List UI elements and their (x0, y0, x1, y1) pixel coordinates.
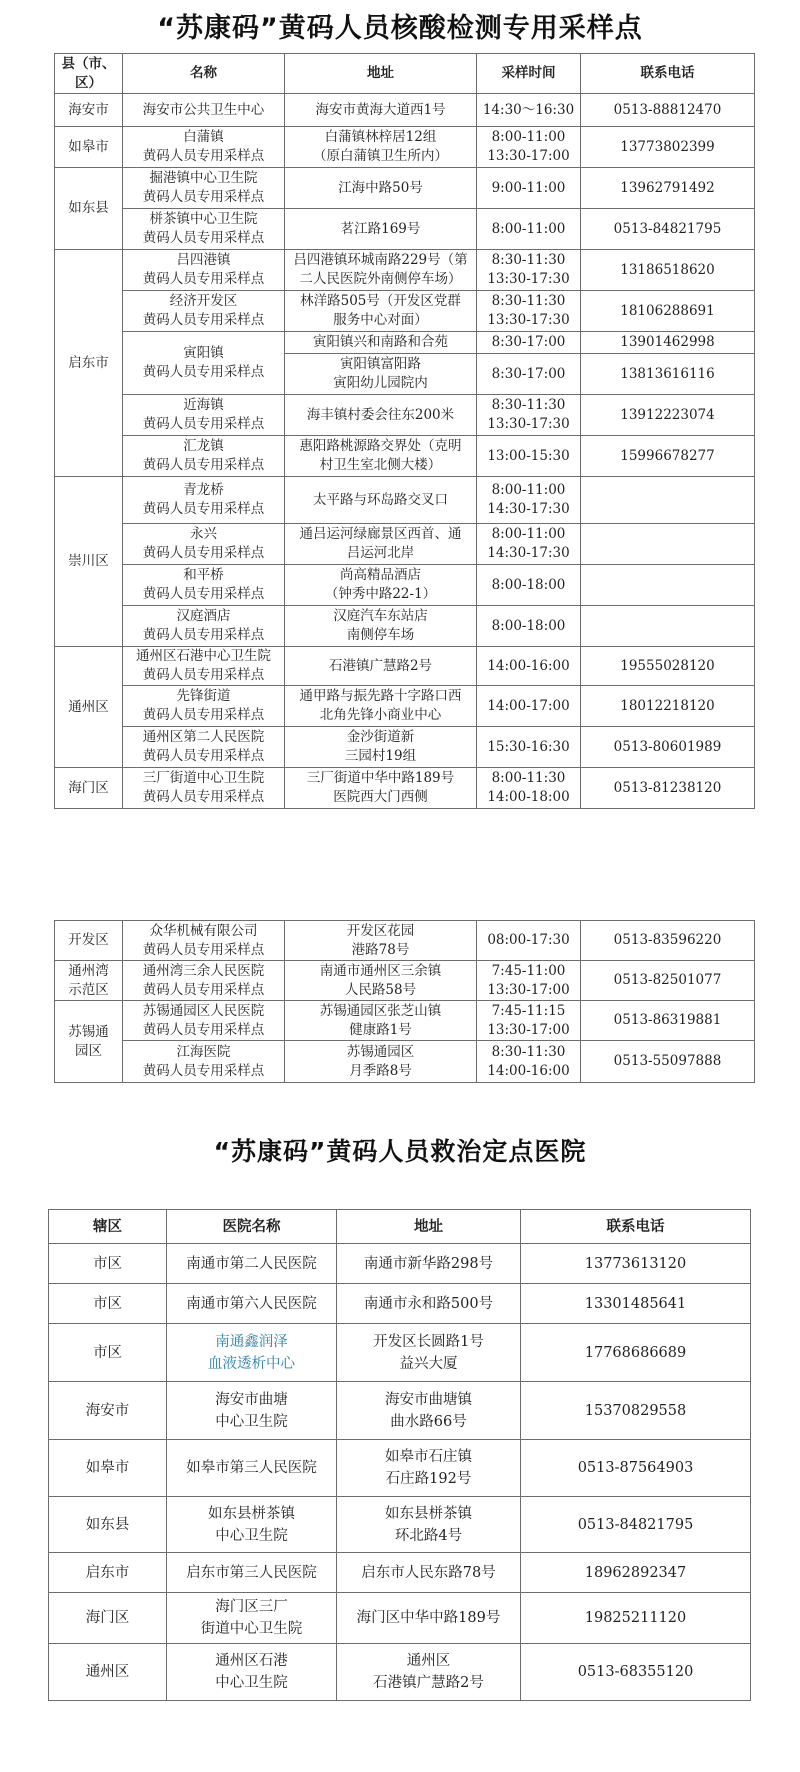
sampling-time-cell: 7:45-11:00 13:30-17:00 (477, 961, 581, 1001)
phone-cell: 13301485641 (521, 1284, 751, 1324)
address-cell: 如东县栟茶镇 环北路4号 (337, 1497, 521, 1553)
phone-cell: 18962892347 (521, 1553, 751, 1593)
address-cell: 茗江路169号 (285, 209, 477, 250)
address-cell: 白蒲镇林梓居12组 （原白蒲镇卫生所内） (285, 127, 477, 168)
district-cell: 如东县 (49, 1497, 167, 1553)
site-name-cell: 通州湾三余人民医院 黄码人员专用采样点 (123, 961, 285, 1001)
sampling-time-cell: 9:00-11:00 (477, 168, 581, 209)
phone-cell: 13912223074 (581, 395, 755, 436)
phone-cell: 18012218120 (581, 686, 755, 727)
sampling-time-cell: 7:45-11:15 13:30-17:00 (477, 1001, 581, 1041)
table-row (55, 961, 755, 1001)
address-cell: 金沙街道新 三园村19组 (285, 727, 477, 768)
table-row (55, 1041, 755, 1083)
address-cell: 太平路与环岛路交叉口 (285, 477, 477, 524)
phone-cell: 17768686689 (521, 1324, 751, 1382)
site-name-cell: 寅阳镇 黄码人员专用采样点 (123, 332, 285, 395)
site-name-cell: 吕四港镇 黄码人员专用采样点 (123, 250, 285, 291)
sampling-time-cell: 8:30-11:30 13:30-17:30 (477, 250, 581, 291)
phone-cell: 0513-81238120 (581, 768, 755, 809)
address-cell: 苏锡通园区张芝山镇 健康路1号 (285, 1001, 477, 1041)
table-row (55, 606, 755, 647)
site-name-cell: 汇龙镇 黄码人员专用采样点 (123, 436, 285, 477)
county-cell: 通州湾 示范区 (55, 961, 123, 1001)
table-row (55, 647, 755, 686)
site-name-cell: 栟茶镇中心卫生院 黄码人员专用采样点 (123, 209, 285, 250)
header-phone: 联系电话 (581, 54, 755, 94)
site-name-cell: 近海镇 黄码人员专用采样点 (123, 395, 285, 436)
district-cell: 启东市 (49, 1553, 167, 1593)
address-cell: 如皋市石庄镇 石庄路192号 (337, 1440, 521, 1497)
sampling-time-cell: 8:00-11:30 14:00-18:00 (477, 768, 581, 809)
site-name-cell: 白蒲镇 黄码人员专用采样点 (123, 127, 285, 168)
site-name-cell: 众华机械有限公司 黄码人员专用采样点 (123, 921, 285, 961)
table-row (55, 209, 755, 250)
phone-cell: 18106288691 (581, 291, 755, 332)
address-cell: 苏锡通园区 月季路8号 (285, 1041, 477, 1083)
site-name-cell: 通州区第二人民医院 黄码人员专用采样点 (123, 727, 285, 768)
sampling-time-cell: 14:30～16:30 (477, 94, 581, 127)
address-cell: 海安市黄海大道西1号 (285, 94, 477, 127)
site-name-cell: 苏锡通园区人民医院 黄码人员专用采样点 (123, 1001, 285, 1041)
address-cell: 开发区长圆路1号 益兴大厦 (337, 1324, 521, 1382)
table-row (49, 1593, 751, 1644)
hospital-name-cell: 通州区石港 中心卫生院 (167, 1644, 337, 1701)
hospital-name-cell: 如东县栟茶镇 中心卫生院 (167, 1497, 337, 1553)
sampling-time-cell: 8:30-17:00 (477, 354, 581, 395)
sampling-points-table-continued (54, 920, 755, 1083)
designated-hospitals-table (48, 1209, 751, 1701)
table-row (55, 94, 755, 127)
hospital-name-cell: 南通市第六人民医院 (167, 1284, 337, 1324)
district-cell: 市区 (49, 1244, 167, 1284)
address-cell: 通州区 石港镇广慧路2号 (337, 1644, 521, 1701)
sampling-time-cell: 8:00-11:00 13:30-17:00 (477, 127, 581, 168)
phone-cell: 13773613120 (521, 1244, 751, 1284)
district-cell: 市区 (49, 1284, 167, 1324)
table-row (49, 1284, 751, 1324)
county-cell: 启东市 (55, 250, 123, 477)
district-cell: 市区 (49, 1324, 167, 1382)
phone-cell: 0513-86319881 (581, 1001, 755, 1041)
sampling-points-table (54, 53, 755, 809)
table-row (55, 436, 755, 477)
table-row (49, 1382, 751, 1440)
address-cell: 启东市人民东路78号 (337, 1553, 521, 1593)
phone-cell: 0513-68355120 (521, 1644, 751, 1701)
sampling-points-title: “苏康码”黄码人员核酸检测专用采样点 (157, 13, 643, 44)
designated-hospitals-title: “苏康码”黄码人员救治定点医院 (213, 1137, 587, 1166)
site-name-cell: 经济开发区 黄码人员专用采样点 (123, 291, 285, 332)
site-name-cell: 三厂街道中心卫生院 黄码人员专用采样点 (123, 768, 285, 809)
site-name-cell: 先锋街道 黄码人员专用采样点 (123, 686, 285, 727)
address-cell: 汉庭汽车东站店 南侧停车场 (285, 606, 477, 647)
county-cell: 开发区 (55, 921, 123, 961)
address-cell: 惠阳路桃源路交界处（克明 村卫生室北侧大楼） (285, 436, 477, 477)
table-row (55, 332, 755, 354)
address-cell: 三厂街道中华中路189号 医院西大门西侧 (285, 768, 477, 809)
address-cell: 吕四港镇环城南路229号（第 二人民医院外南侧停车场） (285, 250, 477, 291)
sampling-time-cell: 15:30-16:30 (477, 727, 581, 768)
phone-cell: 13773802399 (581, 127, 755, 168)
county-cell: 崇川区 (55, 477, 123, 647)
address-cell: 开发区花园 港路78号 (285, 921, 477, 961)
table-header-row (49, 1210, 751, 1244)
header-district: 辖区 (49, 1210, 167, 1244)
county-cell: 如东县 (55, 168, 123, 250)
sampling-time-cell: 13:00-15:30 (477, 436, 581, 477)
phone-cell: 13962791492 (581, 168, 755, 209)
table-row (49, 1644, 751, 1701)
address-cell: 南通市通州区三余镇 人民路58号 (285, 961, 477, 1001)
sampling-time-cell: 8:00-11:00 14:30-17:30 (477, 524, 581, 565)
county-cell: 苏锡通 园区 (55, 1001, 123, 1083)
table-row (49, 1440, 751, 1497)
table-row (55, 768, 755, 809)
table-row (55, 250, 755, 291)
address-cell: 林洋路505号（开发区党群 服务中心对面） (285, 291, 477, 332)
phone-cell: 0513-83596220 (581, 921, 755, 961)
hospital-name-cell: 海安市曲塘 中心卫生院 (167, 1382, 337, 1440)
phone-cell: 19825211120 (521, 1593, 751, 1644)
header-time: 采样时间 (477, 54, 581, 94)
table-row (55, 686, 755, 727)
phone-cell: 0513-84821795 (521, 1497, 751, 1553)
site-name-cell: 掘港镇中心卫生院 黄码人员专用采样点 (123, 168, 285, 209)
header-phone: 联系电话 (521, 1210, 751, 1244)
district-cell: 海门区 (49, 1593, 167, 1644)
phone-cell: 15996678277 (581, 436, 755, 477)
hospital-name-cell: 南通鑫润泽 血液透析中心 (167, 1324, 337, 1382)
header-address: 地址 (285, 54, 477, 94)
address-cell: 海安市曲塘镇 曲水路66号 (337, 1382, 521, 1440)
phone-cell: 0513-84821795 (581, 209, 755, 250)
phone-cell: 13186518620 (581, 250, 755, 291)
address-cell: 通甲路与振先路十字路口西 北角先锋小商业中心 (285, 686, 477, 727)
county-cell: 通州区 (55, 647, 123, 768)
table-row (49, 1324, 751, 1382)
county-cell: 海门区 (55, 768, 123, 809)
county-cell: 海安市 (55, 94, 123, 127)
table-row (55, 727, 755, 768)
address-cell: 海门区中华中路189号 (337, 1593, 521, 1644)
hospital-name-cell: 启东市第三人民医院 (167, 1553, 337, 1593)
header-name: 名称 (123, 54, 285, 94)
table-row (55, 921, 755, 961)
phone-cell: 0513-87564903 (521, 1440, 751, 1497)
address-cell: 寅阳镇富阳路 寅阳幼儿园院内 (285, 354, 477, 395)
header-county: 县（市、 区） (55, 54, 123, 94)
district-cell: 通州区 (49, 1644, 167, 1701)
address-cell: 海丰镇村委会往东200米 (285, 395, 477, 436)
phone-cell: 0513-55097888 (581, 1041, 755, 1083)
phone-cell: 13901462998 (581, 332, 755, 354)
sampling-time-cell: 8:00-11:00 14:30-17:30 (477, 477, 581, 524)
table-row (55, 127, 755, 168)
sampling-time-cell: 8:00-11:00 (477, 209, 581, 250)
sampling-time-cell: 8:00-18:00 (477, 606, 581, 647)
address-cell: 寅阳镇兴和南路和合苑 (285, 332, 477, 354)
table-row (49, 1244, 751, 1284)
county-cell: 如皋市 (55, 127, 123, 168)
site-name-cell: 汉庭酒店 黄码人员专用采样点 (123, 606, 285, 647)
phone-cell: 0513-88812470 (581, 94, 755, 127)
header-hospital: 医院名称 (167, 1210, 337, 1244)
address-cell: 尚高精品酒店 （钟秀中路22-1） (285, 565, 477, 606)
table-header-row (55, 54, 755, 94)
table-row (55, 1001, 755, 1041)
sampling-time-cell: 08:00-17:30 (477, 921, 581, 961)
table-row (55, 477, 755, 524)
table-row (55, 168, 755, 209)
phone-cell (581, 477, 755, 524)
phone-cell (581, 565, 755, 606)
sampling-time-cell: 14:00-17:00 (477, 686, 581, 727)
header-address: 地址 (337, 1210, 521, 1244)
sampling-time-cell: 8:30-11:30 13:30-17:30 (477, 395, 581, 436)
table-row (55, 395, 755, 436)
phone-cell: 0513-82501077 (581, 961, 755, 1001)
address-cell: 石港镇广慧路2号 (285, 647, 477, 686)
site-name-cell: 通州区石港中心卫生院 黄码人员专用采样点 (123, 647, 285, 686)
site-name-cell: 江海医院 黄码人员专用采样点 (123, 1041, 285, 1083)
phone-cell: 19555028120 (581, 647, 755, 686)
address-cell: 通吕运河绿廊景区西首、通 吕运河北岸 (285, 524, 477, 565)
sampling-time-cell: 8:00-18:00 (477, 565, 581, 606)
site-name-cell: 青龙桥 黄码人员专用采样点 (123, 477, 285, 524)
phone-cell: 13813616116 (581, 354, 755, 395)
district-cell: 海安市 (49, 1382, 167, 1440)
site-name-cell: 和平桥 黄码人员专用采样点 (123, 565, 285, 606)
table-row (49, 1497, 751, 1553)
hospital-name-cell: 如皋市第三人民医院 (167, 1440, 337, 1497)
district-cell: 如皋市 (49, 1440, 167, 1497)
sampling-time-cell: 8:30-17:00 (477, 332, 581, 354)
hospital-name-cell: 海门区三厂 街道中心卫生院 (167, 1593, 337, 1644)
table-row (55, 291, 755, 332)
sampling-time-cell: 8:30-11:30 13:30-17:30 (477, 291, 581, 332)
address-cell: 南通市新华路298号 (337, 1244, 521, 1284)
phone-cell (581, 606, 755, 647)
phone-cell: 15370829558 (521, 1382, 751, 1440)
sampling-time-cell: 8:30-11:30 14:00-16:00 (477, 1041, 581, 1083)
table-row (55, 565, 755, 606)
address-cell: 江海中路50号 (285, 168, 477, 209)
hospital-name-cell: 南通市第二人民医院 (167, 1244, 337, 1284)
table-row (55, 524, 755, 565)
phone-cell (581, 524, 755, 565)
site-name-cell: 永兴 黄码人员专用采样点 (123, 524, 285, 565)
sampling-time-cell: 14:00-16:00 (477, 647, 581, 686)
phone-cell: 0513-80601989 (581, 727, 755, 768)
table-row (49, 1553, 751, 1593)
address-cell: 南通市永和路500号 (337, 1284, 521, 1324)
site-name-cell: 海安市公共卫生中心 (123, 94, 285, 127)
